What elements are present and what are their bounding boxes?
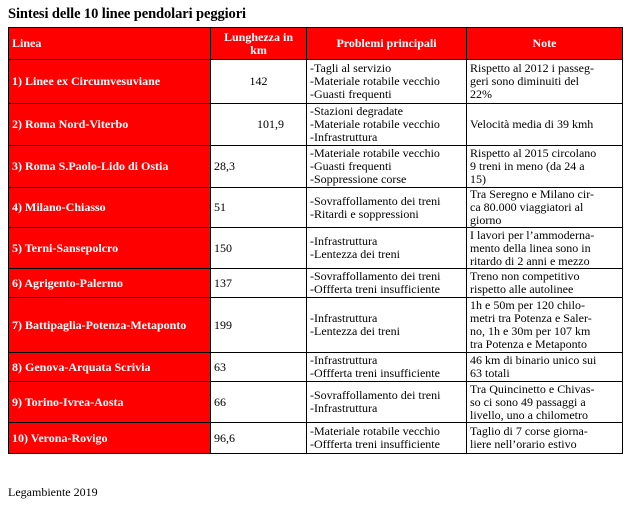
problem-item: -Offferta treni insufficiente — [310, 366, 440, 380]
problem-item: -Offferta treni insufficiente — [310, 437, 440, 451]
lunghezza-cell: 142 — [211, 60, 307, 104]
note-cell — [467, 298, 623, 353]
problemi-cell — [307, 353, 467, 382]
problemi-cell — [307, 188, 467, 228]
table-row — [9, 146, 623, 188]
table-row — [9, 353, 623, 382]
note-line: so ci sono 49 passaggi a — [470, 394, 586, 409]
lunghezza-cell: 137 — [211, 269, 307, 298]
note-line: giorno — [470, 213, 502, 227]
source-credit: Legambiente 2019 — [8, 485, 98, 499]
page-title: Sintesi delle 10 linee pendolari peggiori — [8, 6, 246, 22]
note-line: Taglio di 7 corse giorna- — [470, 424, 588, 438]
table-row — [9, 104, 623, 146]
lunghezza-cell: 66 — [211, 382, 307, 423]
problem-item: -Infrastruttura — [310, 401, 378, 415]
note-line: Velocità media di 39 kmh — [470, 117, 594, 131]
lunghezza-cell: 199 — [211, 298, 307, 353]
table-row — [9, 60, 623, 104]
note-line: liere nell’orario estivo — [470, 437, 577, 451]
problemi-cell — [307, 382, 467, 423]
note-line: mento della linea sono in — [470, 240, 591, 255]
note-line: metri tra Potenza e Saler- — [470, 311, 592, 325]
table-row — [9, 423, 623, 454]
note-line: 63 totali — [470, 366, 510, 380]
problemi-cell — [307, 298, 467, 353]
table-body — [9, 60, 623, 454]
note-line: Rispetto al 2012 i passeg- — [470, 61, 594, 75]
commuter-lines-table — [8, 27, 623, 454]
problem-item: -Sovraffollamento dei treni — [310, 193, 441, 208]
table-row — [9, 298, 623, 353]
note-line: ritardo di 2 anni e mezzo — [470, 253, 590, 268]
problem-item: -Ritardi e soppressioni — [310, 206, 419, 221]
note-line: tra Potenza e Metaponto — [470, 337, 587, 351]
linea-cell: 7) Battipaglia-Potenza-Metaponto — [9, 298, 211, 353]
header-note: Note — [467, 28, 623, 60]
table-header-row — [9, 28, 623, 60]
note-line: Rispetto al 2015 circolano — [470, 146, 597, 160]
linea-cell: 2) Roma Nord-Viterbo — [9, 104, 211, 146]
problemi-cell — [307, 269, 467, 298]
linea-cell: 5) Terni-Sansepolcro — [9, 228, 211, 269]
problem-item: -Guasti frequenti — [310, 159, 392, 173]
problem-item: -Infrastruttura — [310, 353, 378, 367]
problem-item: -Materiale rotabile vecchio — [310, 74, 440, 88]
lunghezza-cell: 63 — [211, 353, 307, 382]
header-lunghezza-line2: km — [250, 42, 267, 57]
problem-item: -Lentezza dei treni — [310, 324, 400, 338]
header-problemi: Problemi principali — [307, 28, 467, 60]
problem-item: -Infrastruttura — [310, 311, 378, 325]
lunghezza-cell: 28,3 — [211, 146, 307, 188]
linea-cell: 8) Genova-Arquata Scrivia — [9, 353, 211, 382]
note-cell — [467, 423, 623, 454]
problem-item: -Stazioni degradate — [310, 104, 403, 118]
note-line: ca 80.000 viaggiatori al — [470, 200, 584, 214]
problemi-cell — [307, 228, 467, 269]
note-cell — [467, 146, 623, 188]
note-cell — [467, 60, 623, 104]
problem-item: -Offferta treni insufficiente — [310, 282, 440, 296]
note-line: 9 treni in meno (da 24 a — [470, 159, 585, 173]
problemi-cell — [307, 60, 467, 104]
problem-item: -Sovraffollamento dei treni — [310, 269, 441, 283]
header-linea: Linea — [9, 28, 211, 60]
note-line: livello, uno a chilometro — [470, 407, 588, 422]
problem-item: -Infrastruttura — [310, 130, 378, 144]
note-line: no, 1h e 30m per 107 km — [470, 324, 591, 338]
problemi-cell — [307, 104, 467, 146]
note-line: Treno non competitivo — [470, 269, 580, 283]
note-cell — [467, 353, 623, 382]
problem-item: -Lentezza dei treni — [310, 247, 400, 261]
note-line: I lavori per l’ammoderna- — [470, 227, 595, 242]
lunghezza-cell: 96,6 — [211, 423, 307, 454]
problemi-cell — [307, 146, 467, 188]
problem-item: -Materiale rotabile vecchio — [310, 117, 440, 131]
linea-cell: 1) Linee ex Circumvesuviane — [9, 60, 211, 104]
linea-cell: 6) Agrigento-Palermo — [9, 269, 211, 298]
note-cell — [467, 188, 623, 228]
note-line: 1h e 50m per 120 chilo- — [470, 298, 585, 312]
linea-cell: 3) Roma S.Paolo-Lido di Ostia — [9, 146, 211, 188]
problem-item: -Materiale rotabile vecchio — [310, 146, 440, 160]
problem-item: -Guasti frequenti — [310, 87, 392, 101]
problem-item: -Infrastruttura — [310, 234, 378, 248]
table-row — [9, 382, 623, 423]
lunghezza-cell: 101,9 — [211, 104, 307, 146]
note-line: Tra Quincinetto e Chivas- — [470, 381, 595, 396]
note-line: 46 km di binario unico sui — [470, 353, 597, 367]
note-line: 15) — [470, 172, 486, 186]
lunghezza-cell: 150 — [211, 228, 307, 269]
note-cell — [467, 269, 623, 298]
problemi-cell — [307, 423, 467, 454]
linea-cell: 4) Milano-Chiasso — [9, 188, 211, 228]
note-line: rispetto alle autolinee — [470, 282, 574, 296]
note-cell — [467, 382, 623, 423]
problem-item: -Soppressione corse — [310, 172, 407, 186]
note-line: 22% — [470, 87, 492, 101]
note-cell — [467, 104, 623, 146]
problem-item: -Materiale rotabile vecchio — [310, 424, 440, 438]
table-row — [9, 269, 623, 298]
header-lunghezza — [211, 28, 307, 60]
linea-cell: 9) Torino-Ivrea-Aosta — [9, 382, 211, 423]
problem-item: -Tagli al servizio — [310, 61, 392, 75]
note-line: geri sono diminuiti del — [470, 74, 579, 88]
lunghezza-cell: 51 — [211, 188, 307, 228]
linea-cell: 10) Verona-Rovigo — [9, 423, 211, 454]
note-line: Tra Seregno e Milano cir- — [470, 187, 594, 201]
note-cell — [467, 228, 623, 269]
header-lunghezza-line1: Lunghezza in — [223, 29, 293, 44]
table-row — [9, 228, 623, 269]
problem-item: -Sovraffollamento dei treni — [310, 388, 441, 402]
table-row — [9, 188, 623, 228]
document — [8, 0, 622, 454]
